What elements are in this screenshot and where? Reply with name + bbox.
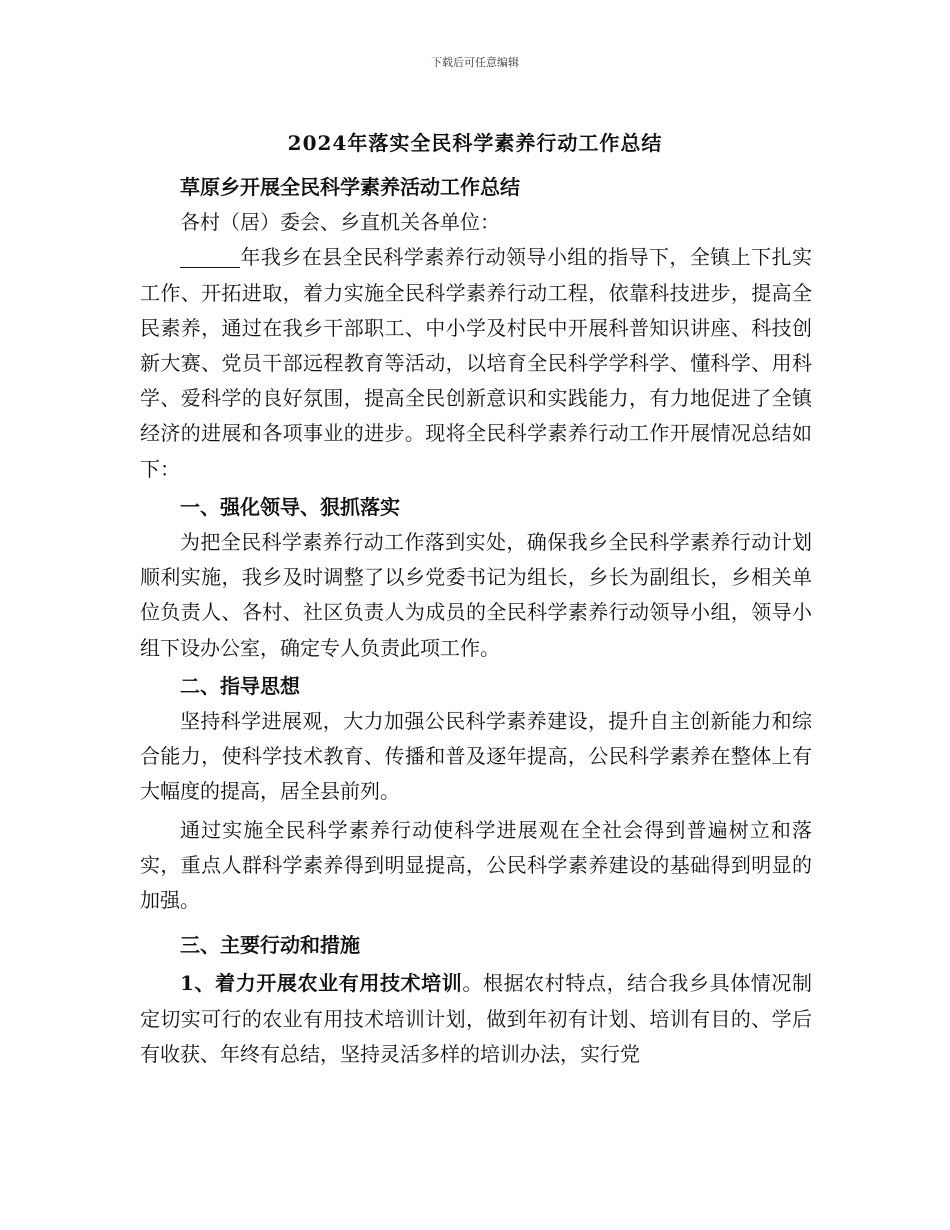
section3-item1-text: 。根据农村特点，结合我乡具体情况制定切实可行的农业有用技术培训计划，做到年初有计划、培训有目的、学后有收获、年终有总结，坚持灵活多样的培训办法，实行党: [140, 971, 813, 1066]
section1-heading: 一、强化领导、狠抓落实: [180, 494, 400, 519]
intro-text: 年我乡在县全民科学素养行动领导小组的指导下，全镇上下扎实工作、开拓进取，着力实施全民科学素养行动工程，依靠科技进步，提高全民素养，通过在我乡干部职工、中小学及村民中开展科普知识讲座、科技创新大赛、党员干部远程教育等活动，以培育全民科学学科学、懂科学、用科学、爱科学的良好氛围，提高全民创新意识和实践能力，有力地促进了全镇经济的进展和各项事业的进步。现将全民科学素养行动工作开展情况总结如下：: [140, 245, 812, 481]
document-title: 2024年落实全民科学素养行动工作总结: [287, 131, 663, 155]
section2-paragraph-1: 坚持科学进展观，大力加强公民科学素养建设，提升自主创新能力和综合能力，使科学技术教育、传播和普及逐年提高，公民科学素养在整体上有大幅度的提高，居全县前列。: [140, 709, 812, 804]
section3-item1-lead: 1、着力开展农业有用技术培训: [180, 971, 463, 996]
document-body: [140, 170, 812, 1072]
section3-item1: [140, 966, 812, 1072]
salutation: 各村（居）委会、乡直机关各单位：: [180, 210, 500, 235]
section2-paragraph-2: 通过实施全民科学素养行动使科学进展观在全社会得到普遍树立和落实，重点人群科学素养得到明显提高，公民科学素养建设的基础得到明显的加强。: [140, 817, 812, 913]
intro-paragraph: [140, 240, 812, 486]
section1-paragraph: 为把全民科学素养行动工作落到实处，确保我乡全民科学素养行动计划顺利实施，我乡及时调整了以乡党委书记为组长，乡长为副组长，乡相关单位负责人、各村、社区负责人为成员的全民科学素养行动领导小组，领导小组下设办公室，确定专人负责此项工作。: [140, 530, 812, 660]
section2-heading: 二、指导思想: [180, 673, 300, 698]
section3-heading: 三、主要行动和措施: [180, 933, 360, 958]
blank-year: [180, 247, 240, 268]
page-header: 下载后可任意编辑: [431, 56, 519, 69]
document-subtitle: 草原乡开展全民科学素养活动工作总结: [180, 175, 520, 199]
